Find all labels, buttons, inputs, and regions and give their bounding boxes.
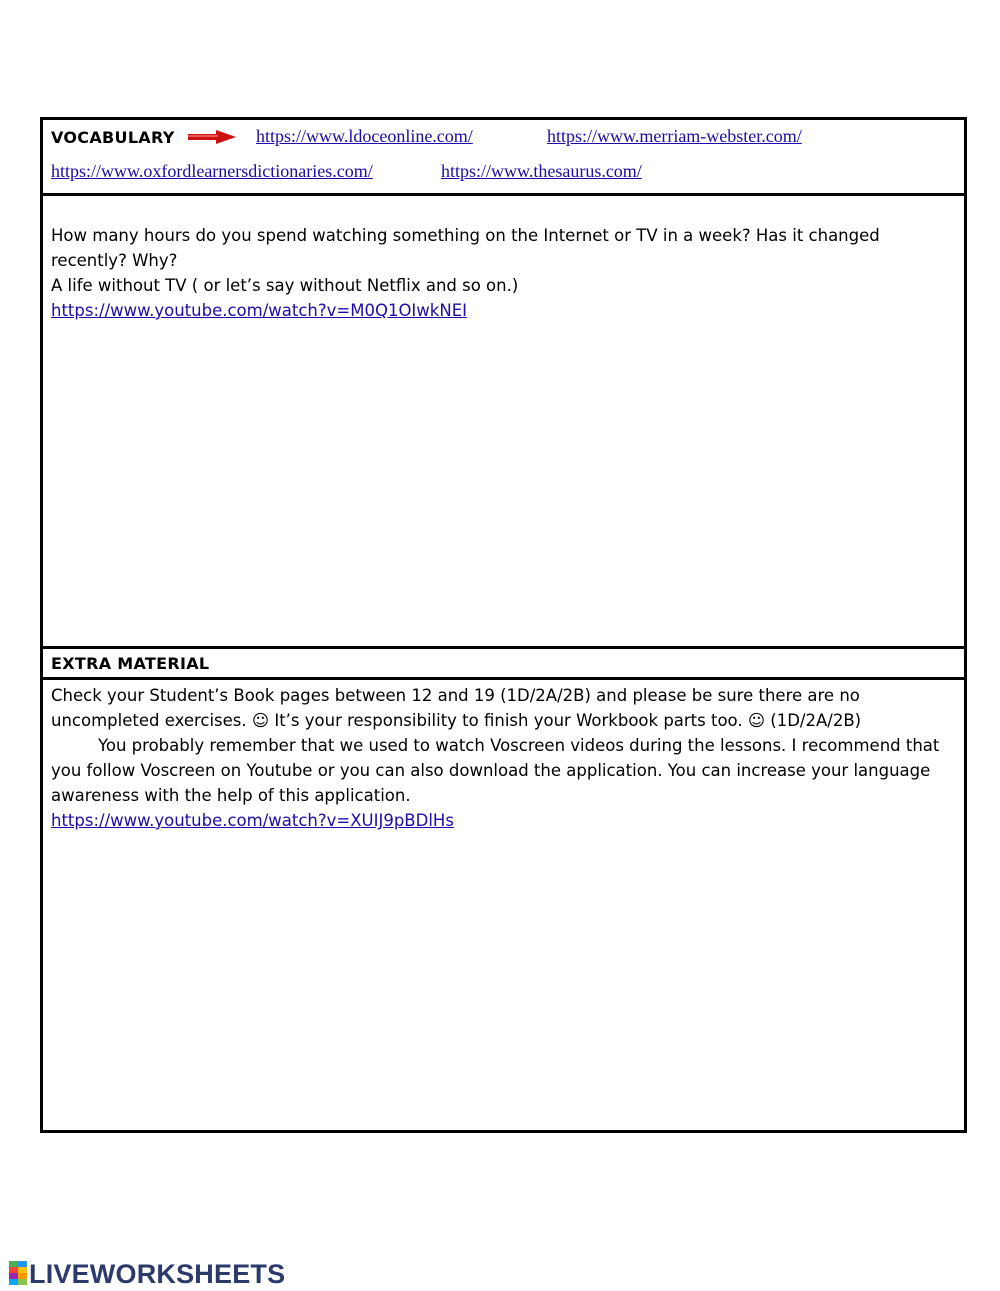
red-arrow-icon <box>188 130 236 144</box>
liveworksheets-brand: LIVEWORKSHEETS <box>29 1258 286 1289</box>
extra-material-label: EXTRA MATERIAL <box>51 654 210 673</box>
worksheet-table <box>40 117 967 1133</box>
extra-material-header <box>43 649 964 680</box>
liveworksheets-blocks-icon <box>9 1261 27 1287</box>
discussion-video-link[interactable]: https://www.youtube.com/watch?v=M0Q1OIwkNEI <box>51 301 467 320</box>
thesaurus-link[interactable]: https://www.thesaurus.com/ <box>441 161 642 181</box>
extra-video-link[interactable]: https://www.youtube.com/watch?v=XUIJ9pBDlHs <box>51 811 454 830</box>
ldoce-link[interactable]: https://www.ldoceonline.com/ <box>256 126 473 146</box>
discussion-topic: A life without TV ( or let’s say without Netflix and so on.) <box>51 276 519 295</box>
extra-material-section <box>43 680 964 1130</box>
vocabulary-label: VOCABULARY <box>51 128 175 147</box>
discussion-text <box>51 223 950 323</box>
oxford-dictionaries-link[interactable]: https://www.oxfordlearnersdictionaries.com/ <box>51 161 373 181</box>
liveworksheets-logo <box>9 1259 285 1289</box>
merriam-webster-link[interactable]: https://www.merriam-webster.com/ <box>547 126 802 146</box>
discussion-section <box>43 196 964 649</box>
extra-material-text <box>51 683 950 833</box>
extra-paragraph-1: Check your Student’s Book pages between 12 and 19 (1D/2A/2B) and please be sure there are no uncompleted exercises. ☺ It’s your responsibility to finish your Workbook parts too. ☺ (1D/2A/2B) <box>51 686 862 730</box>
discussion-question: How many hours do you spend watching something on the Internet or TV in a week? Has it changed recently? Why? <box>51 226 880 270</box>
extra-paragraph-2: You probably remember that we used to watch Voscreen videos during the lessons. I recommend that you follow Voscreen on Youtube or you can also download the application. You can increase your language awareness with the help of this application. <box>51 736 940 805</box>
vocabulary-section <box>43 120 964 196</box>
